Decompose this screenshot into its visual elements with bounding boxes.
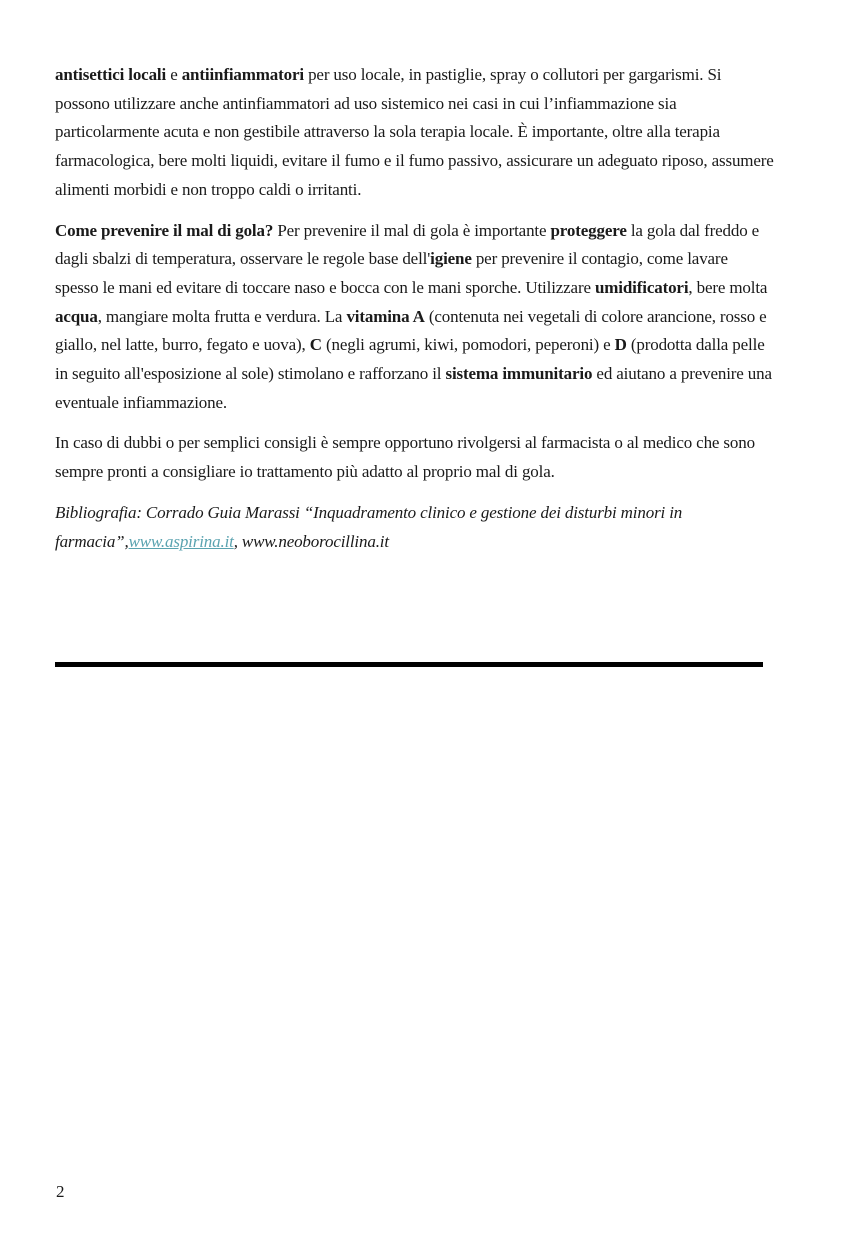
bold-term: D [614,335,627,355]
document-body [55,61,775,556]
bold-term: C [309,335,322,355]
bold-term: umidificatori [594,277,689,297]
bold-term: proteggere [550,220,627,240]
text-span: per prevenire il contagio, come lavare spesso le mani ed evitare di toccare naso e bocca con le mani sporche. Utilizzare [55,249,728,297]
bibliography [55,499,775,556]
paragraph-prevention [55,217,775,418]
bold-term: igiene [430,249,472,269]
text-span: (negli agrumi, kiwi, pomodori, peperoni) e [321,335,615,355]
text-span: per uso locale, in pastiglie, spray o collutori per gargarismi. Si possono utilizzare anche antinfiammatori ad uso sistemico nei casi in cui l’infiammazione sia particolarmente acuta e non gestibile attraverso la sola terapia locale. È importante, oltre alla terapia farmacologica, bere molti liquidi, evitare il fumo e il fumo passivo, assicurare un adeguato riposo, assumere alimenti morbidi e non troppo caldi o irritanti. [55,65,774,199]
section-question: Come prevenire il mal di gola? [55,220,274,240]
horizontal-rule [55,662,763,667]
text-span: (prodotta dalla pelle in seguito all'esposizione al sole) stimolano e rafforzano il [55,335,765,384]
text-span: ed aiutano a prevenire una eventuale infiammazione. [55,364,772,412]
text-span: , mangiare molta frutta e verdura. La [97,306,347,326]
bold-term: antisettici locali [55,65,167,84]
paragraph-advice: In caso di dubbi o per semplici consigli è sempre opportuno rivolgersi al farmacista o al medico che sono sempre pronti a consigliare io trattamento più adatto al proprio mal di gola. [55,433,755,482]
bold-term: sistema immunitario [445,364,593,384]
aspirina-link[interactable]: www.aspirina.it [128,531,234,551]
text-span: , bere molta [688,277,768,297]
bibliography-text: Bibliografia: Corrado Guia Marassi “Inquadramento clinico e gestione dei disturbi minori in farmacia”, [55,502,683,551]
text-span: Per prevenire il mal di gola è importante [273,220,551,240]
page-number: 2 [56,1182,65,1201]
text-span: (contenuta nei vegetali di colore arancione, rosso e giallo, nel latte, burro, fegato e uova), [55,306,767,355]
text-span: e [166,65,182,84]
bold-term: vitamina A [346,306,425,326]
paragraph-treatment [55,61,775,205]
text-span: la gola dal freddo e dagli sbalzi di temperatura, osservare le regole base dell' [55,220,760,269]
bibliography-text: , www.neoborocillina.it [233,531,389,551]
bold-term: antiinfiammatori [181,65,304,84]
bold-term: acqua [55,306,98,326]
